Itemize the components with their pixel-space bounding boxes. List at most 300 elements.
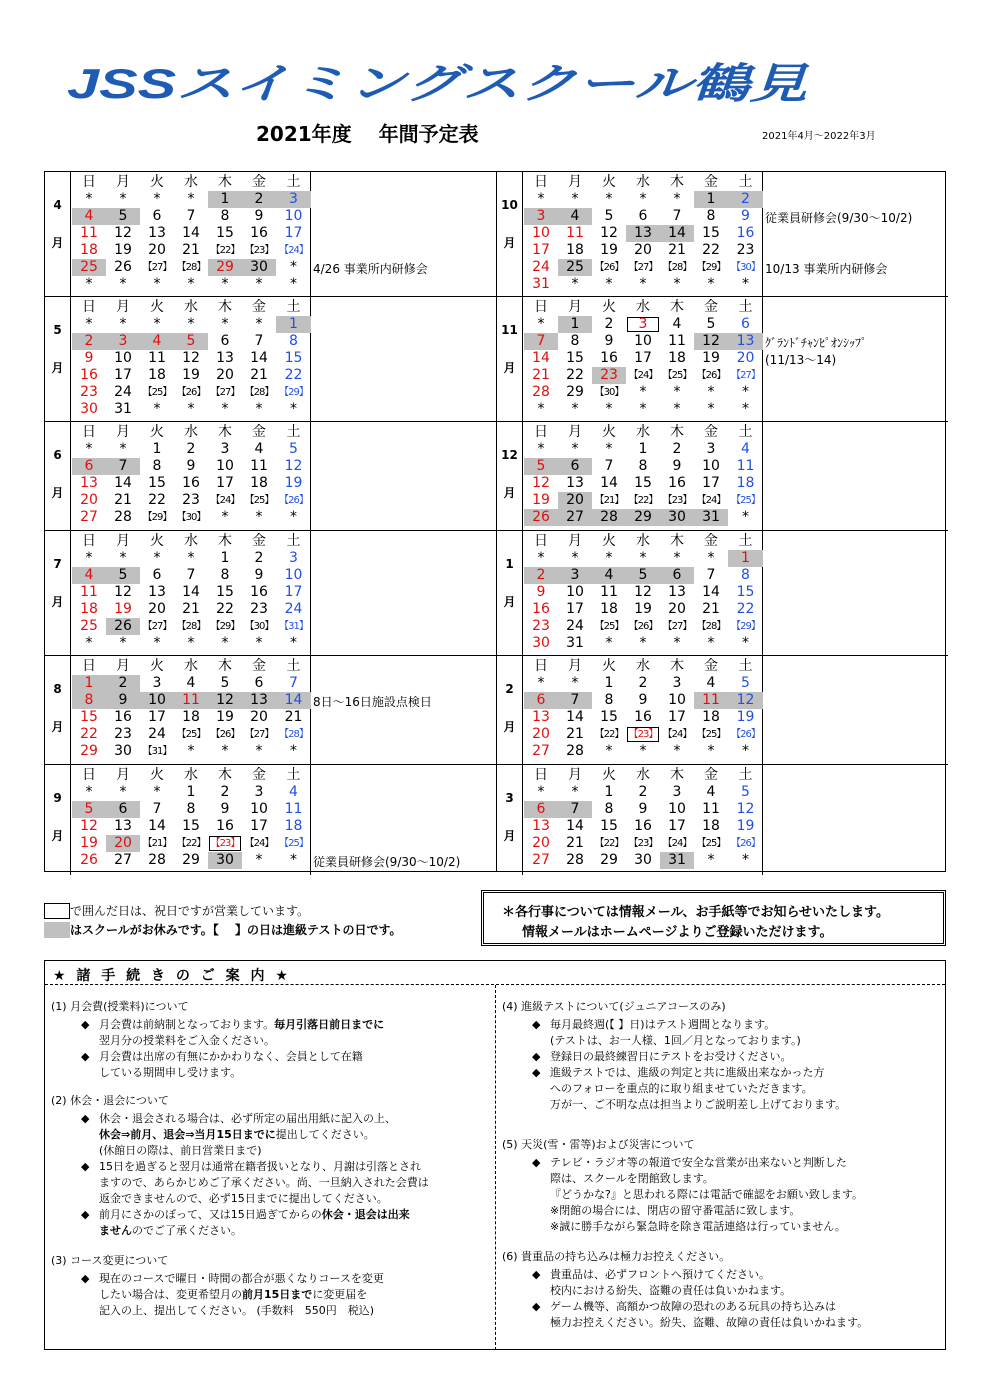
weekday-cell: 月 xyxy=(568,658,582,674)
week-row xyxy=(72,635,311,652)
day-cell: 5 xyxy=(220,675,230,691)
day-cell: * xyxy=(742,276,749,292)
day-cell: * xyxy=(605,743,613,759)
week-row xyxy=(72,492,311,509)
day-cell: 【25】 xyxy=(731,495,760,506)
day-cell: 10 xyxy=(114,350,132,366)
day-cell: * xyxy=(187,635,195,651)
day-cell: 22 xyxy=(702,242,720,258)
guide-section xyxy=(51,1253,495,1319)
day-cell: * xyxy=(707,550,715,566)
weekday-cell: 土 xyxy=(286,658,301,674)
guide-line xyxy=(502,1283,946,1299)
day-cell: 13 xyxy=(532,818,550,834)
day-cell: 【24】 xyxy=(279,245,308,256)
day-cell: 8 xyxy=(289,333,298,349)
day-cell: 10 xyxy=(668,801,686,817)
week-row xyxy=(72,242,311,259)
day-cell: 17 xyxy=(250,818,268,834)
week-row xyxy=(72,801,311,818)
day-cell: * xyxy=(605,441,613,457)
weekday-cell: 金 xyxy=(252,658,266,674)
day-cell: 8 xyxy=(220,567,230,583)
weekday-cell: 日 xyxy=(534,299,548,315)
day-cell: 9 xyxy=(84,350,94,366)
day-cell: 11 xyxy=(148,350,166,366)
day-cell: 21 xyxy=(566,835,584,851)
guide-line xyxy=(51,1191,495,1207)
guide-text: テレビ・ラジオ等の報道で安全な営業が出来ないと判断した xyxy=(550,1156,847,1169)
day-cell: 2 xyxy=(254,550,264,566)
guide-heading: ★ 諸 手 続 き の ご 案 内 ★ xyxy=(45,961,945,985)
day-cell: 19 xyxy=(736,709,755,725)
day-cell: 3 xyxy=(106,333,140,350)
guide-line xyxy=(502,1065,946,1081)
day-cell: 【27】 xyxy=(662,621,692,632)
day-cell: 8 xyxy=(604,692,614,708)
week-row xyxy=(524,801,763,818)
month-kanji: 月 xyxy=(51,236,64,250)
weekday-cell: 土 xyxy=(738,533,753,549)
guide-text: 毎月最終週(【 】日)はテスト週間となります。 xyxy=(550,1018,776,1031)
month-label xyxy=(45,656,71,764)
month-label xyxy=(45,422,71,530)
weekday-cell: 月 xyxy=(568,424,582,440)
bullet-diamond-icon: ◆ xyxy=(532,1156,541,1169)
month-label xyxy=(45,531,71,655)
day-cell: 20 xyxy=(668,601,686,617)
week-row xyxy=(524,567,763,584)
day-cell: 22 xyxy=(736,601,755,617)
bullet-diamond-icon: ◆ xyxy=(81,1018,90,1031)
day-cell: 【24】 xyxy=(662,838,692,849)
day-cell: 17 xyxy=(148,709,166,725)
month-kanji: 月 xyxy=(503,829,516,843)
week-row xyxy=(72,692,311,709)
day-cell: 23 xyxy=(532,618,550,634)
month-note: 10/13 事業所内研修会 xyxy=(765,262,888,276)
day-cell: * xyxy=(605,635,613,651)
month-block xyxy=(45,422,496,531)
day-cell: 【23】 xyxy=(244,245,274,256)
day-cell: 【27】 xyxy=(142,621,172,632)
day-cell: 【26】 xyxy=(594,262,624,273)
weekday-cell: 火 xyxy=(602,658,616,674)
day-cell: 15 xyxy=(216,225,234,241)
day-cell: 7 xyxy=(186,567,196,583)
day-cell: 4 xyxy=(672,316,682,332)
day-cell: 12 xyxy=(532,475,550,491)
day-cell: 4 xyxy=(186,675,196,691)
day-cell: 22 xyxy=(80,726,98,742)
weekday-cell: 木 xyxy=(218,299,232,315)
day-cell: * xyxy=(707,276,715,292)
weekday-cell: 日 xyxy=(82,174,96,190)
day-cell: 16 xyxy=(532,601,550,617)
day-cell: * xyxy=(707,743,715,759)
week-row xyxy=(524,316,763,333)
day-cell: 14 xyxy=(114,475,132,491)
weekday-row xyxy=(524,658,763,675)
guide-line xyxy=(502,1081,946,1097)
guide-section xyxy=(502,999,946,1113)
day-cell: * xyxy=(153,784,161,800)
guide-line xyxy=(51,1175,495,1191)
calendar xyxy=(44,171,946,872)
weekday-cell: 火 xyxy=(150,424,164,440)
weekday-cell: 金 xyxy=(704,174,718,190)
day-cell: * xyxy=(153,316,161,332)
month-note: 4/26 事業所内研修会 xyxy=(313,262,428,276)
month-label xyxy=(45,172,71,296)
week-row xyxy=(524,550,763,567)
guide-left xyxy=(45,985,496,1350)
guide-text: 校内における紛失、盗難の責任は負いかねます。 xyxy=(550,1284,792,1297)
day-cell: 30 xyxy=(660,509,694,526)
day-cell: 18 xyxy=(148,367,166,383)
day-cell: 13 xyxy=(242,692,276,709)
day-cell: * xyxy=(639,550,647,566)
week-row xyxy=(72,509,311,526)
day-cell: 26 xyxy=(114,259,132,275)
day-cell: 2 xyxy=(220,784,230,800)
month-label xyxy=(497,765,523,875)
weekday-cell: 土 xyxy=(286,533,301,549)
weekday-cell: 土 xyxy=(738,658,753,674)
weekday-cell: 火 xyxy=(602,424,616,440)
weekday-cell: 木 xyxy=(670,533,684,549)
day-cell: 20 xyxy=(216,367,234,383)
weekday-cell: 土 xyxy=(286,767,301,783)
day-cell: 6 xyxy=(106,801,140,818)
guide-text: 貴重品は、必ずフロントへ預けてください。 xyxy=(550,1268,770,1281)
day-cell: * xyxy=(119,316,127,332)
day-cell: 7 xyxy=(604,458,614,474)
guide-section-title: (6) 貴重品の持ち込みは極力お控えください。 xyxy=(502,1250,731,1263)
day-cell: 11 xyxy=(694,692,728,709)
week-row xyxy=(524,333,763,350)
week-row xyxy=(72,401,311,418)
weekday-cell: 土 xyxy=(738,767,753,783)
weekday-cell: 水 xyxy=(636,533,650,549)
page-title: 2021年度 年間予定表 xyxy=(256,122,479,146)
day-cell: 5 xyxy=(706,316,716,332)
day-cell: 13 xyxy=(114,818,132,834)
day-cell: 【22】 xyxy=(628,495,658,506)
day-cell: 6 xyxy=(152,567,162,583)
day-cell: 17 xyxy=(216,475,234,491)
day-cell: 14 xyxy=(250,350,268,366)
day-cell: 10 xyxy=(284,567,303,583)
day-cell: 8 xyxy=(741,567,750,583)
weekday-cell: 月 xyxy=(568,533,582,549)
day-cell: * xyxy=(537,191,545,207)
day-cell: 10 xyxy=(140,692,174,709)
day-cell: 【30】 xyxy=(731,262,760,273)
day-cell: 13 xyxy=(728,333,763,350)
day-cell: 【28】 xyxy=(244,387,274,398)
weekday-cell: 月 xyxy=(116,658,130,674)
day-cell: 7 xyxy=(558,692,592,709)
day-cell: 12 xyxy=(114,584,132,600)
day-cell: 19 xyxy=(216,709,234,725)
day-cell: 【28】 xyxy=(176,621,206,632)
guide-emphasis: 休会・退会は出来 xyxy=(321,1208,410,1221)
day-cell: * xyxy=(639,401,647,417)
month-number: 5 xyxy=(53,323,62,337)
guide-line xyxy=(51,1159,495,1175)
day-cell: 13 xyxy=(216,350,234,366)
guide-section-title: (4) 進級テストについて(ジュニアコースのみ) xyxy=(502,1000,726,1013)
bullet-diamond-icon: ◆ xyxy=(532,1066,541,1079)
month-number: 1 xyxy=(505,557,514,571)
day-cell: 14 xyxy=(566,818,584,834)
guide-line xyxy=(51,1287,495,1303)
weekday-cell: 火 xyxy=(150,533,164,549)
day-cell: 31 xyxy=(660,852,694,869)
bullet-diamond-icon: ◆ xyxy=(532,1268,541,1281)
info-line2: 情報メールはホームページよりご登録いただけます。 xyxy=(522,925,833,940)
day-cell: 6 xyxy=(220,333,230,349)
weekday-cell: 火 xyxy=(150,299,164,315)
day-cell: 23 xyxy=(114,726,132,742)
weekday-cell: 金 xyxy=(252,424,266,440)
guide-line xyxy=(51,1303,495,1319)
day-cell: 14 xyxy=(182,584,200,600)
day-cell: 3 xyxy=(289,550,298,566)
week-row xyxy=(72,475,311,492)
week-row xyxy=(72,384,311,401)
day-cell: 15 xyxy=(148,475,166,491)
week-row xyxy=(72,818,311,835)
day-cell: 19 xyxy=(532,492,550,508)
day-cell: 1 xyxy=(152,441,162,457)
guide-line xyxy=(51,1049,495,1065)
week-row xyxy=(72,458,311,475)
day-cell: 11 xyxy=(736,458,755,474)
day-cell: 26 xyxy=(524,509,558,526)
guide-text: のでご了承ください。 xyxy=(132,1224,242,1237)
weekday-cell: 木 xyxy=(670,767,684,783)
bullet-diamond-icon: ◆ xyxy=(81,1272,90,1285)
month-number: 2 xyxy=(505,682,514,696)
day-cell: * xyxy=(537,316,545,332)
week-row xyxy=(72,441,311,458)
day-cell: 8 xyxy=(152,458,162,474)
day-cell: * xyxy=(639,384,647,400)
day-cell: 【24】 xyxy=(628,370,658,381)
day-cell: 21 xyxy=(182,242,200,258)
month-label xyxy=(497,656,523,764)
day-cell: 4 xyxy=(706,784,716,800)
day-cell: 18 xyxy=(702,709,720,725)
day-cell: 21 xyxy=(668,242,686,258)
guide-text: 月会費は前納制となっております。 xyxy=(99,1018,275,1031)
day-cell: 3 xyxy=(276,191,311,208)
day-cell: 8 xyxy=(186,801,196,817)
month-note: 8日～16日施設点検日 xyxy=(313,695,432,709)
month-grid xyxy=(524,172,763,296)
month-kanji: 月 xyxy=(503,361,516,375)
month-note: 従業員研修会(9/30～10/2) xyxy=(313,855,461,869)
week-row xyxy=(524,458,763,475)
day-cell: 【23】 xyxy=(662,495,692,506)
day-cell: 【24】 xyxy=(662,729,692,740)
day-cell: 3 xyxy=(254,784,264,800)
day-cell: 【25】 xyxy=(279,838,308,849)
day-cell: 10 xyxy=(284,208,303,224)
day-cell: 7 xyxy=(289,675,298,691)
weekday-cell: 日 xyxy=(534,658,548,674)
day-cell: * xyxy=(255,635,263,651)
day-cell: 5 xyxy=(289,441,298,457)
day-cell: * xyxy=(255,852,263,868)
day-cell: 16 xyxy=(216,818,234,834)
day-cell: 16 xyxy=(182,475,200,491)
logo xyxy=(62,62,812,106)
day-cell: * xyxy=(707,401,715,417)
day-cell: 10 xyxy=(566,584,584,600)
day-cell: 4 xyxy=(140,333,174,350)
guide-line xyxy=(51,1017,495,1033)
day-cell: 16 xyxy=(114,709,132,725)
day-cell: 25 xyxy=(558,259,592,276)
month-label xyxy=(45,297,71,421)
day-cell: * xyxy=(187,316,195,332)
guide-line xyxy=(502,1097,946,1113)
day-cell: 11 xyxy=(668,333,686,349)
day-cell: * xyxy=(639,743,647,759)
week-row xyxy=(524,852,763,869)
weekday-cell: 土 xyxy=(286,299,301,315)
day-cell: * xyxy=(153,191,161,207)
day-cell: * xyxy=(742,384,749,400)
week-row xyxy=(72,259,311,276)
day-cell: 5 xyxy=(524,458,558,475)
week-row xyxy=(524,276,763,293)
day-cell: * xyxy=(153,635,161,651)
day-cell: 27 xyxy=(558,509,592,526)
day-cell: * xyxy=(119,784,127,800)
day-cell: 1 xyxy=(728,550,763,567)
day-cell: 3 xyxy=(672,784,682,800)
day-cell: 17 xyxy=(702,475,720,491)
day-cell: 11 xyxy=(702,801,720,817)
day-cell: 1 xyxy=(208,191,242,208)
day-cell: 18 xyxy=(702,818,720,834)
day-cell: 30 xyxy=(80,401,98,417)
day-cell: * xyxy=(742,852,749,868)
day-cell: 14 xyxy=(600,475,618,491)
procedures-guide xyxy=(44,960,946,1350)
week-row xyxy=(524,384,763,401)
guide-text: 提出してください。 xyxy=(275,1128,375,1141)
month-block xyxy=(45,172,496,297)
day-cell: * xyxy=(290,743,297,759)
day-cell: * xyxy=(290,852,297,868)
day-cell: 7 xyxy=(558,801,592,818)
day-cell: 18 xyxy=(80,242,98,258)
day-cell: 【29】 xyxy=(696,262,726,273)
day-cell: 【27】 xyxy=(628,262,658,273)
day-cell: * xyxy=(187,276,195,292)
day-cell: 10 xyxy=(668,692,686,708)
closed-day-sample xyxy=(44,922,70,938)
day-cell: 30 xyxy=(114,743,132,759)
weekday-cell: 水 xyxy=(636,767,650,783)
day-cell: 21 xyxy=(250,367,268,383)
day-cell: 30 xyxy=(634,852,652,868)
day-cell: 2 xyxy=(728,191,763,208)
month-grid xyxy=(72,531,311,655)
day-cell: 【26】 xyxy=(176,387,206,398)
weekday-row xyxy=(524,299,763,316)
period: 2021年4月～2022年3月 xyxy=(762,131,876,142)
weekday-cell: 水 xyxy=(636,658,650,674)
day-cell: * xyxy=(255,276,263,292)
day-cell: 11 xyxy=(250,458,268,474)
day-cell: 16 xyxy=(250,225,268,241)
weekday-cell: 日 xyxy=(82,658,96,674)
weekday-row xyxy=(72,424,311,441)
weekday-cell: 金 xyxy=(704,533,718,549)
day-cell: 13 xyxy=(80,475,98,491)
month-grid xyxy=(72,172,311,296)
weekday-row xyxy=(72,299,311,316)
day-cell: 9 xyxy=(186,458,196,474)
guide-line xyxy=(502,1267,946,1283)
day-cell: 【24】 xyxy=(696,495,726,506)
day-cell: 20 xyxy=(532,726,550,742)
day-cell: 1 xyxy=(220,550,230,566)
day-cell: 13 xyxy=(532,709,550,725)
day-cell: 27 xyxy=(114,852,132,868)
day-cell: 21 xyxy=(182,601,200,617)
day-cell: 14 xyxy=(566,709,584,725)
day-cell: * xyxy=(119,441,127,457)
guide-text: 際は、スクールを閉館致します。 xyxy=(550,1172,714,1185)
month-kanji: 月 xyxy=(503,236,516,250)
guide-text: 『どうかな?』と思われる際には電話で確認をお願い致します。 xyxy=(550,1188,863,1201)
day-cell: 【26】 xyxy=(731,838,760,849)
guide-line xyxy=(502,1203,946,1219)
day-cell: * xyxy=(119,191,127,207)
month-block xyxy=(497,531,948,656)
weekday-cell: 月 xyxy=(116,299,130,315)
week-row xyxy=(524,784,763,801)
day-cell: 15 xyxy=(702,225,720,241)
weekday-row xyxy=(524,174,763,191)
week-row xyxy=(524,675,763,692)
guide-text: 15日を過ぎると翌月は通常在籍者扱いとなり、月謝は引落とされ xyxy=(99,1160,421,1173)
day-cell: 15 xyxy=(182,818,200,834)
guide-section xyxy=(51,999,495,1081)
weekday-cell: 木 xyxy=(218,424,232,440)
week-row xyxy=(524,584,763,601)
guide-emphasis: 休会⇒前月、退会⇒当月15日までに xyxy=(99,1128,276,1141)
month-kanji: 月 xyxy=(503,595,516,609)
month-label xyxy=(497,531,523,655)
day-cell: * xyxy=(255,401,263,417)
legend-line1: で囲んだ日は、祝日ですが営業しています。 xyxy=(70,904,310,918)
weekday-cell: 金 xyxy=(252,174,266,190)
guide-line xyxy=(51,1143,495,1159)
day-cell: 14 xyxy=(148,818,166,834)
week-row xyxy=(72,584,311,601)
day-cell: * xyxy=(187,550,195,566)
week-row xyxy=(72,709,311,726)
day-cell: 15 xyxy=(566,350,584,366)
